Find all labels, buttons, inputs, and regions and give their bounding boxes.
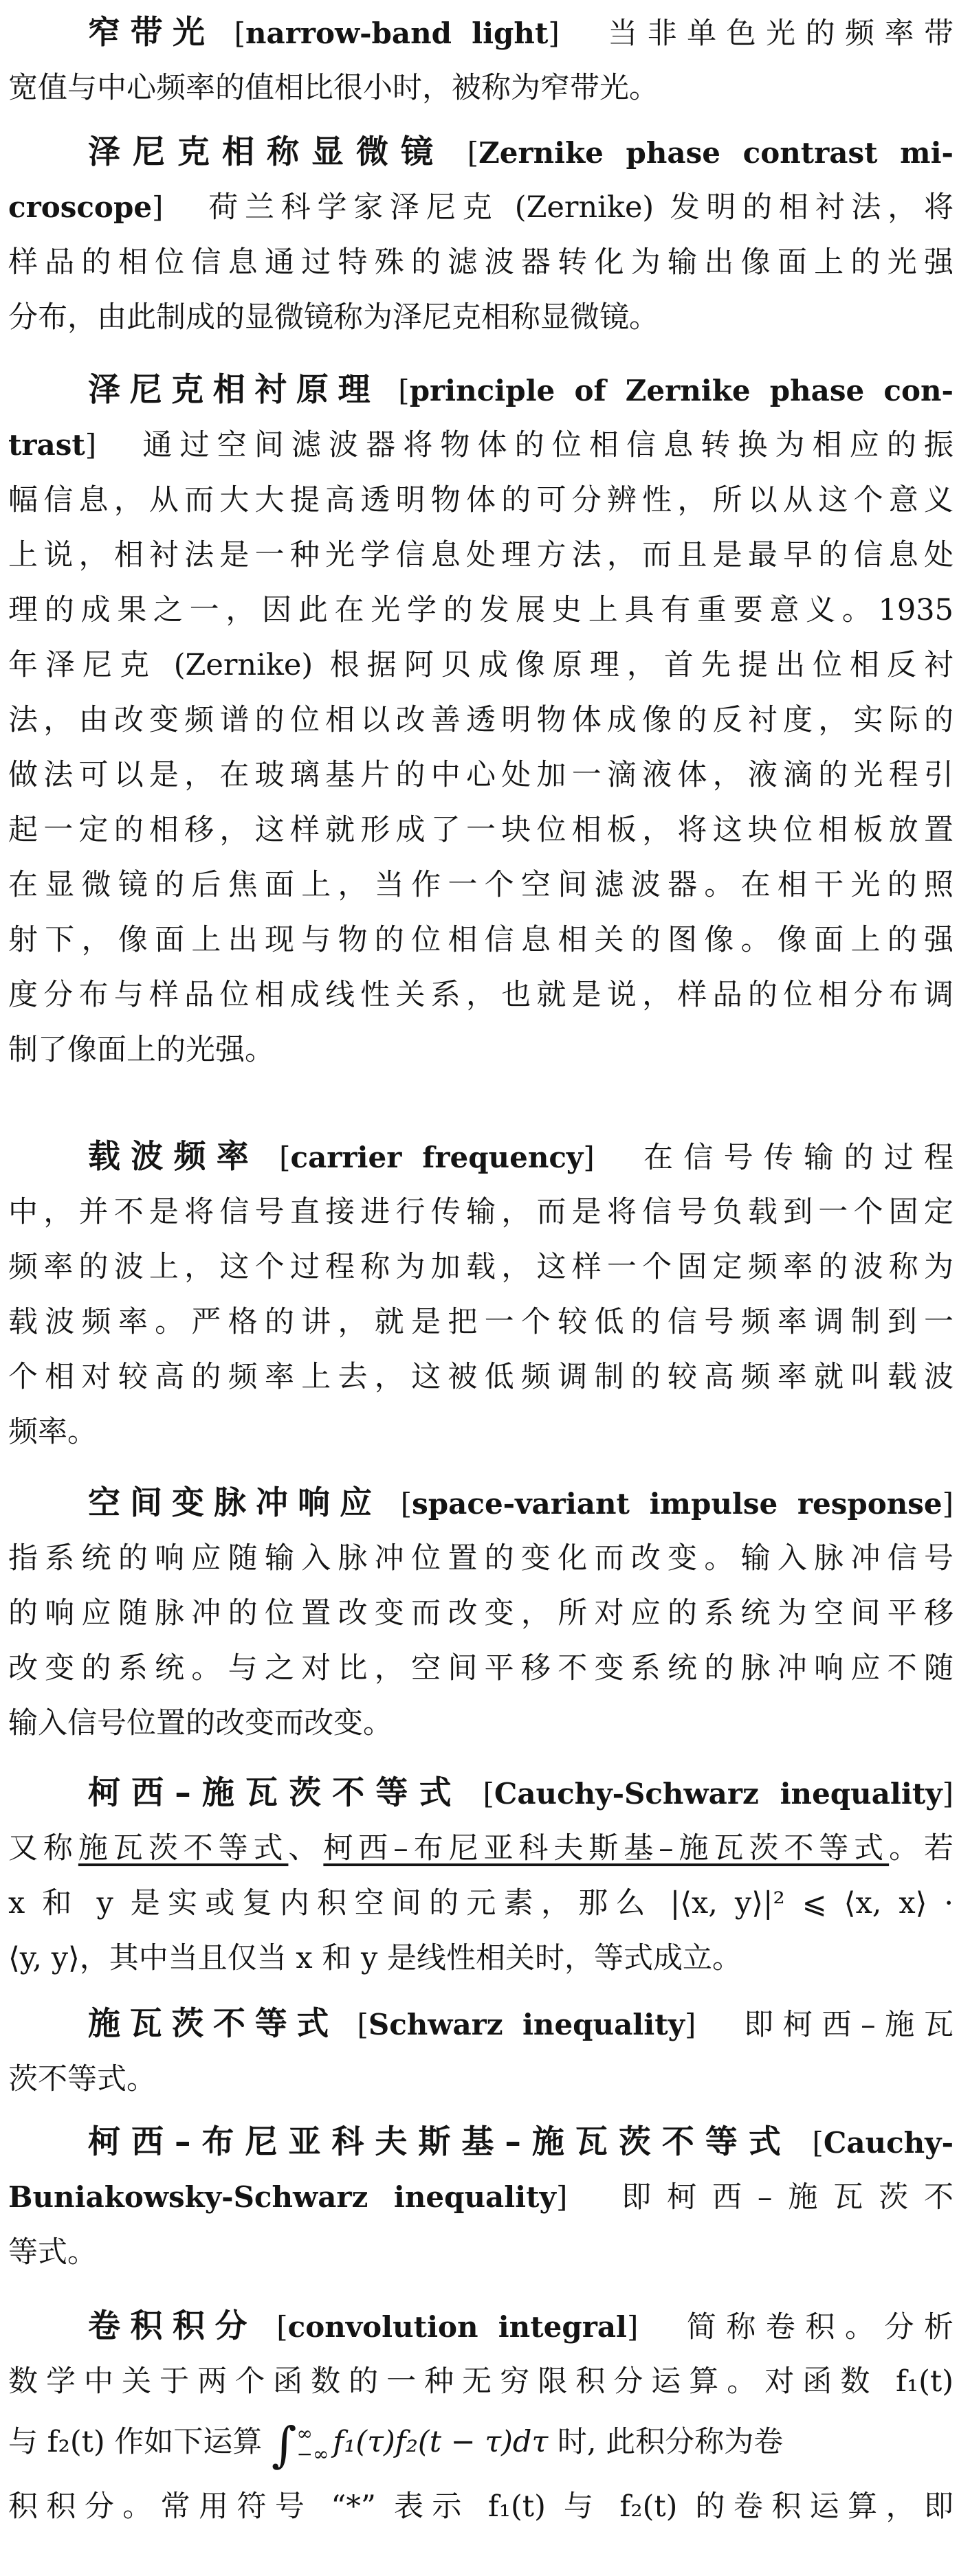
entry-line: 载波频率。严格的讲，就是把一个较低的信号频率调制到一	[8, 1305, 954, 1339]
entry-line: 泽尼克相称显微镜 [Zernike phase contrast mi-	[88, 133, 954, 171]
cross-reference-link[interactable]: 柯西–布尼亚科夫斯基–施瓦茨不等式	[323, 1831, 890, 1866]
entry-text: 时, 此积分称为卷	[557, 2425, 784, 2459]
integrand: f₁(τ)f₂(t − τ)dτ	[333, 2425, 549, 2459]
entry-line: 数学中关于两个函数的一种无穷限积分运算。对函数 f₁(t)	[8, 2364, 954, 2399]
entry-term-en: space-variant impulse response	[412, 1487, 943, 1521]
entry-line: 样品的相位信息通过特殊的滤波器转化为输出像面上的光强	[8, 245, 954, 280]
entry-line: 度分布与样品位相成线性关系，也就是说，样品的位相分布调	[8, 978, 954, 1012]
entry-line: 窄带光 [narrow-band light] 当非单色光的频率带	[88, 14, 954, 52]
entry-term-en: convolution integral	[287, 2310, 627, 2344]
cross-reference-link[interactable]: 施瓦茨不等式	[78, 1831, 289, 1866]
entry-line: 频率。	[8, 1415, 97, 1449]
entry-line: 频率的波上，这个过程称为加载，这样一个固定频率的波称为	[8, 1250, 954, 1284]
entry-term-en-cont: Buniakowsky-Schwarz inequality	[8, 2180, 556, 2214]
entry-text: 在信号传输的过程	[632, 1141, 954, 1175]
entry-term-zh: 泽尼克相称显微镜	[88, 133, 446, 171]
entry-line: 输入信号位置的改变而改变。	[8, 1706, 393, 1740]
entry-term-zh: 空间变脉冲响应	[88, 1484, 382, 1522]
entry-term-en: Cauchy-Schwarz inequality	[494, 1777, 943, 1811]
entry-term-zh: 窄带光	[88, 14, 215, 52]
entry-line: 在显微镜的后焦面上，当作一个空间滤波器。在相干光的照	[8, 868, 954, 902]
integral-upper-limit: ∞	[296, 2422, 313, 2445]
entry-term-zh: 卷积积分	[88, 2307, 258, 2345]
separator: 、	[288, 1831, 324, 1866]
entry-line: 柯西–施瓦茨不等式 [Cauchy-Schwarz inequality]	[88, 1774, 954, 1812]
entry-line: 制了像面上的光强。	[8, 1033, 274, 1067]
integral-lower-limit: −∞	[296, 2443, 329, 2465]
entry-text: 又称	[8, 1831, 78, 1866]
entry-term-en-cont: croscope	[8, 190, 153, 224]
entry-text: 通过空间滤波器将物体的位相信息转换为相应的振	[135, 428, 954, 462]
entry-line: croscope] 荷兰科学家泽尼克 (Zernike) 发明的相衬法，将	[8, 190, 954, 225]
entry-text: 即柯西–施瓦	[734, 2008, 954, 2042]
entry-line: 法，由改变频谱的位相以改善透明物体成像的反衬度，实际的	[8, 703, 954, 737]
entry-term-zh: 施瓦茨不等式	[88, 2005, 339, 2043]
entry-line: 做法可以是，在玻璃基片的中心处加一滴液体，液滴的光程引	[8, 758, 954, 792]
entry-term-zh: 载波频率	[88, 1138, 260, 1176]
entry-line-math: ⟨y, y⟩，其中当且仅当 x 和 y 是线性相关时，等式成立。	[8, 1941, 742, 1975]
entry-term-en: Zernike phase contrast mi-	[478, 136, 954, 170]
entry-text: 简称卷积。分析	[676, 2310, 954, 2344]
entry-line: 改变的系统。与之对比，空间平移不变系统的脉冲响应不随	[8, 1651, 954, 1685]
entry-line: 积积分。常用符号 “*” 表示 f₁(t) 与 f₂(t) 的卷积运算，即	[8, 2489, 954, 2524]
entry-line: trast] 通过空间滤波器将物体的位相信息转换为相应的振	[8, 428, 954, 462]
entry-text: 当非单色光的频率带	[597, 16, 954, 51]
entry-line: 理的成果之一，因此在光学的发展史上具有重要意义。1935	[8, 593, 954, 627]
entry-line	[8, 1821, 954, 1876]
entry-text: 荷兰科学家泽尼克 (Zernike) 发明的相衬法，将	[201, 190, 954, 225]
entry-line: 泽尼克相衬原理 [principle of Zernike phase con-	[88, 371, 954, 409]
entry-term-zh: 柯西–施瓦茨不等式	[88, 1774, 463, 1812]
entry-line: 个相对较高的频率上去，这被低频调制的较高频率就叫载波	[8, 1360, 954, 1394]
entry-line: Buniakowsky-Schwarz inequality] 即柯西–施瓦茨不	[8, 2180, 954, 2215]
entry-line: 等式。	[8, 2235, 97, 2270]
entry-line: 载波频率 [carrier frequency] 在信号传输的过程	[88, 1138, 954, 1176]
entry-line: 卷积积分 [convolution integral] 简称卷积。分析	[88, 2307, 954, 2345]
entry-text: 即柯西–施瓦茨不	[606, 2180, 954, 2215]
entry-line-integral	[8, 2409, 954, 2475]
entry-term-en: Schwarz inequality	[368, 2008, 685, 2041]
entry-line: 中，并不是将信号直接进行传输，而是将信号负载到一个固定	[8, 1195, 954, 1229]
entry-line: 的响应随脉冲的位置改变而改变，所对应的系统为空间平移	[8, 1596, 954, 1631]
entry-line: 分布，由此制成的显微镜称为泽尼克相称显微镜。	[8, 300, 659, 335]
entry-term-en: carrier frequency	[290, 1141, 584, 1174]
entry-term-zh: 柯西–布尼亚科夫斯基–施瓦茨不等式	[88, 2123, 792, 2161]
entry-term-zh: 泽尼克相衬原理	[88, 371, 380, 409]
entry-line: 起一定的相移，这样就形成了一块位相板，将这块位相板放置	[8, 813, 954, 847]
entry-line: 空间变脉冲响应 [space-variant impulse response]	[88, 1484, 954, 1522]
entry-term-en: Cauchy-	[823, 2126, 954, 2160]
integral-limits	[296, 2423, 329, 2465]
entry-line: 年泽尼克 (Zernike) 根据阿贝成像原理，首先提出位相反衬	[8, 648, 954, 682]
entry-line: 射下，像面上出现与物的位相信息相关的图像。像面上的强	[8, 923, 954, 957]
integral-sign: ∫	[272, 2417, 297, 2473]
entry-term-en: narrow-band light	[245, 16, 549, 50]
entry-line: 宽值与中心频率的值相比很小时，被称为窄带光。	[8, 71, 659, 105]
entry-term-en: principle of Zernike phase con-	[409, 374, 954, 407]
entry-line: 施瓦茨不等式 [Schwarz inequality] 即柯西–施瓦	[88, 2005, 954, 2043]
entry-line: 上说，相衬法是一种光学信息处理方法，而且是最早的信息处	[8, 538, 954, 572]
entry-line-math: x 和 y 是实或复内积空间的元素，那么 |⟨x, y⟩|² ⩽ ⟨x, x⟩ ·	[8, 1886, 954, 1920]
entry-line: 幅信息，从而大大提高透明物体的可分辨性，所以从这个意义	[8, 483, 954, 517]
entry-text: 与 f₂(t) 作如下运算	[8, 2425, 263, 2459]
entry-text: 。若	[889, 1831, 954, 1866]
entry-line: 茨不等式。	[8, 2062, 156, 2096]
entry-line: 柯西–布尼亚科夫斯基–施瓦茨不等式 [Cauchy-	[88, 2123, 954, 2161]
entry-term-en-cont: trast	[8, 428, 85, 462]
entry-line: 指系统的响应随输入脉冲位置的变化而改变。输入脉冲信号	[8, 1541, 954, 1576]
